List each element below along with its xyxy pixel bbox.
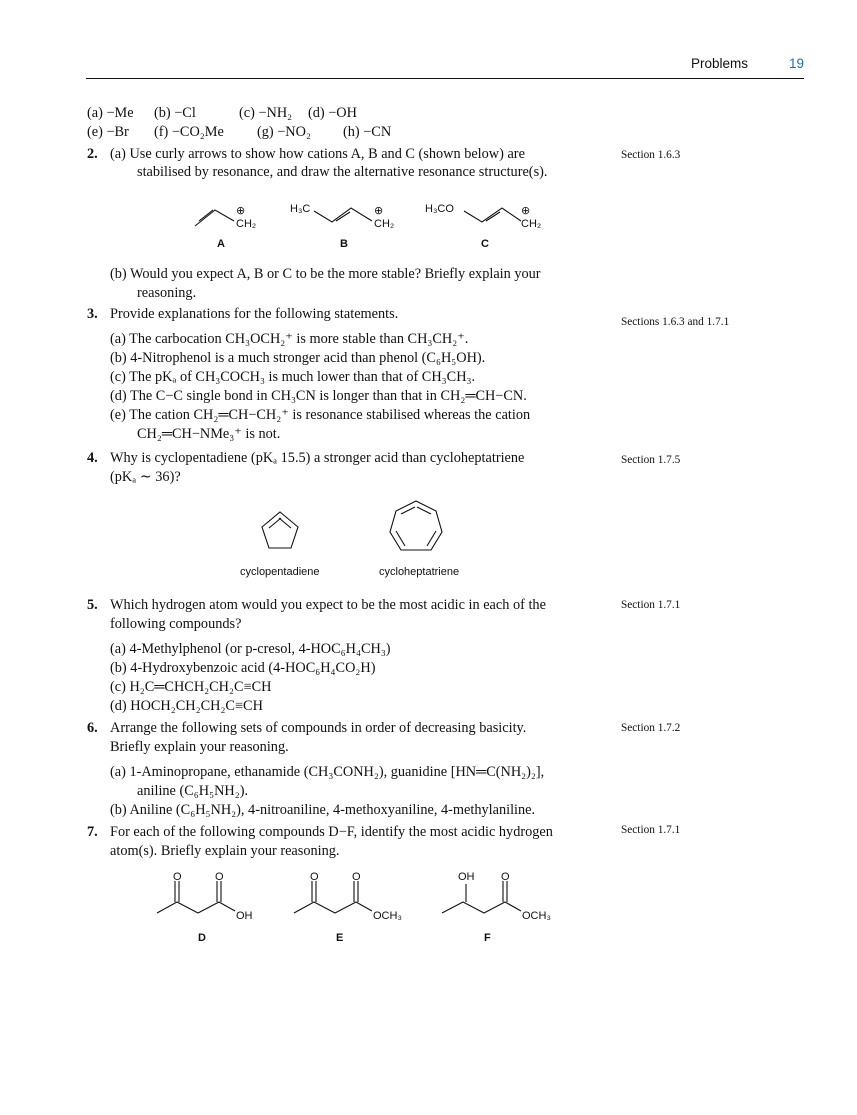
cation-c-ch2: CH₂ [521,218,542,230]
problem-3-stem: Provide explanations for the following statements. [110,306,399,322]
f-oh: OH [458,871,475,883]
problem-3-b: (b) 4-Nitrophenol is a much stronger acid than phenol (C₆H₅OH). [110,350,486,366]
problem-6-number: 6. [87,720,98,736]
problem-5-a: (a) 4-Methylphenol (or p-cresol, 4-HOC₆H₄CH₃) [110,641,391,657]
compound-label-e: E [336,932,344,944]
problem-6-a-line2: aniline (C₆H₅NH₂). [137,783,249,799]
problem-6-a-line1: (a) 1-Aminopropane, ethanamide (CH₃CONH₂), guanidine [HN═C(NH₂)₂], [110,764,545,780]
problem-5-number: 5. [87,597,98,613]
group-d: (d) −OH [308,105,357,121]
problem-2-b-line1: (b) Would you expect A, B or C to be the more stable? Briefly explain your [110,266,541,282]
group-e: (e) −Br [87,124,129,140]
cycloheptatriene-label: cycloheptatriene [379,566,460,578]
header-title: Problems [690,56,748,71]
e-oxygen-1: O [310,871,319,883]
problem-2-number: 2. [87,146,98,162]
problem-3-c: (c) The pKₐ of CH₃COCH₃ is much lower than that of CH₃CH₃. [110,369,476,385]
problem-3-e-line1: (e) The cation CH₂═CH−CH₂⁺ is resonance stabilised whereas the cation [110,407,531,423]
problem-6-line1: Arrange the following sets of compounds in order of decreasing basicity. [110,720,527,736]
structure-label-c: C [481,238,489,250]
problem-6-section-ref: Section 1.7.2 [621,722,681,734]
problem-5-line2: following compounds? [110,616,242,632]
problem-3-section-ref: Sections 1.6.3 and 1.7.1 [621,316,730,328]
cation-c-plus: ⊕ [521,205,531,217]
structure-label-a: A [217,238,225,250]
problem-4-line2: (pKₐ ∼ 36)? [110,469,181,485]
problem-4-section-ref: Section 1.7.5 [621,454,681,466]
cation-a-plus: ⊕ [236,205,246,217]
f-och3: OCH₃ [522,910,551,922]
group-g: (g) −NO₂ [257,124,311,140]
problem-6-b: (b) Aniline (C₆H₅NH₂), 4-nitroaniline, 4-methoxyaniline, 4-methylaniline. [110,802,536,818]
d-oxygen-2: O [215,871,224,883]
structure-label-b: B [340,238,348,250]
problem-2-a-line2: stabilised by resonance, and draw the alternative resonance structure(s). [137,164,548,180]
cation-a-ch2: CH₂ [236,218,257,230]
problem-3-e-line2: CH₂═CH−NMe₃⁺ is not. [137,426,281,442]
problem-5-d: (d) HOCH₂CH₂CH₂C≡CH [110,698,263,714]
page-number: 19 [788,56,804,71]
d-oh: OH [236,910,253,922]
problem-5-line1: Which hydrogen atom would you expect to be the most acidic in each of the [110,597,546,613]
compound-label-f: F [484,932,491,944]
problem-2-a-line1: (a) Use curly arrows to show how cations A, B and C (shown below) are [110,146,525,162]
problem-7-line1: For each of the following compounds D−F, identify the most acidic hydrogen [110,824,553,840]
cyclopentadiene-label: cyclopentadiene [240,566,320,578]
problem-2-b-line2: reasoning. [137,285,197,301]
problem-4-number: 4. [87,450,98,466]
cation-b-h3c: H₃C [290,203,311,215]
group-f: (f) −CO₂Me [154,124,224,140]
d-oxygen-1: O [173,871,182,883]
problem-5-section-ref: Section 1.7.1 [621,599,681,611]
problem-7-number: 7. [87,824,98,840]
f-oxygen: O [501,871,510,883]
problem-4-line1: Why is cyclopentadiene (pKₐ 15.5) a stronger acid than cycloheptatriene [110,450,525,466]
problem-3-number: 3. [87,306,98,322]
compound-label-d: D [198,932,206,944]
cation-b-plus: ⊕ [374,205,384,217]
problem-7-section-ref: Section 1.7.1 [621,824,681,836]
e-oxygen-2: O [352,871,361,883]
cation-b-ch2: CH₂ [374,218,395,230]
group-c: (c) −NH₂ [239,105,293,121]
problem-7-line2: atom(s). Briefly explain your reasoning. [110,843,340,859]
problem-3-d: (d) The C−C single bond in CH₃CN is longer than that in CH₂═CH−CN. [110,388,527,404]
group-a: (a) −Me [87,105,134,121]
e-och3: OCH₃ [373,910,402,922]
group-h: (h) −CN [343,124,392,140]
problem-6-line2: Briefly explain your reasoning. [110,739,289,755]
group-b: (b) −Cl [154,105,196,121]
problem-5-c: (c) H₂C═CHCH₂CH₂C≡CH [110,679,272,695]
problem-5-b: (b) 4-Hydroxybenzoic acid (4-HOC₆H₄CO₂H) [110,660,376,676]
problem-2-section-ref: Section 1.6.3 [621,149,681,161]
cation-c-h3co: H₃CO [425,203,454,215]
problem-3-a: (a) The carbocation CH₃OCH₂⁺ is more stable than CH₃CH₂⁺. [110,331,469,347]
